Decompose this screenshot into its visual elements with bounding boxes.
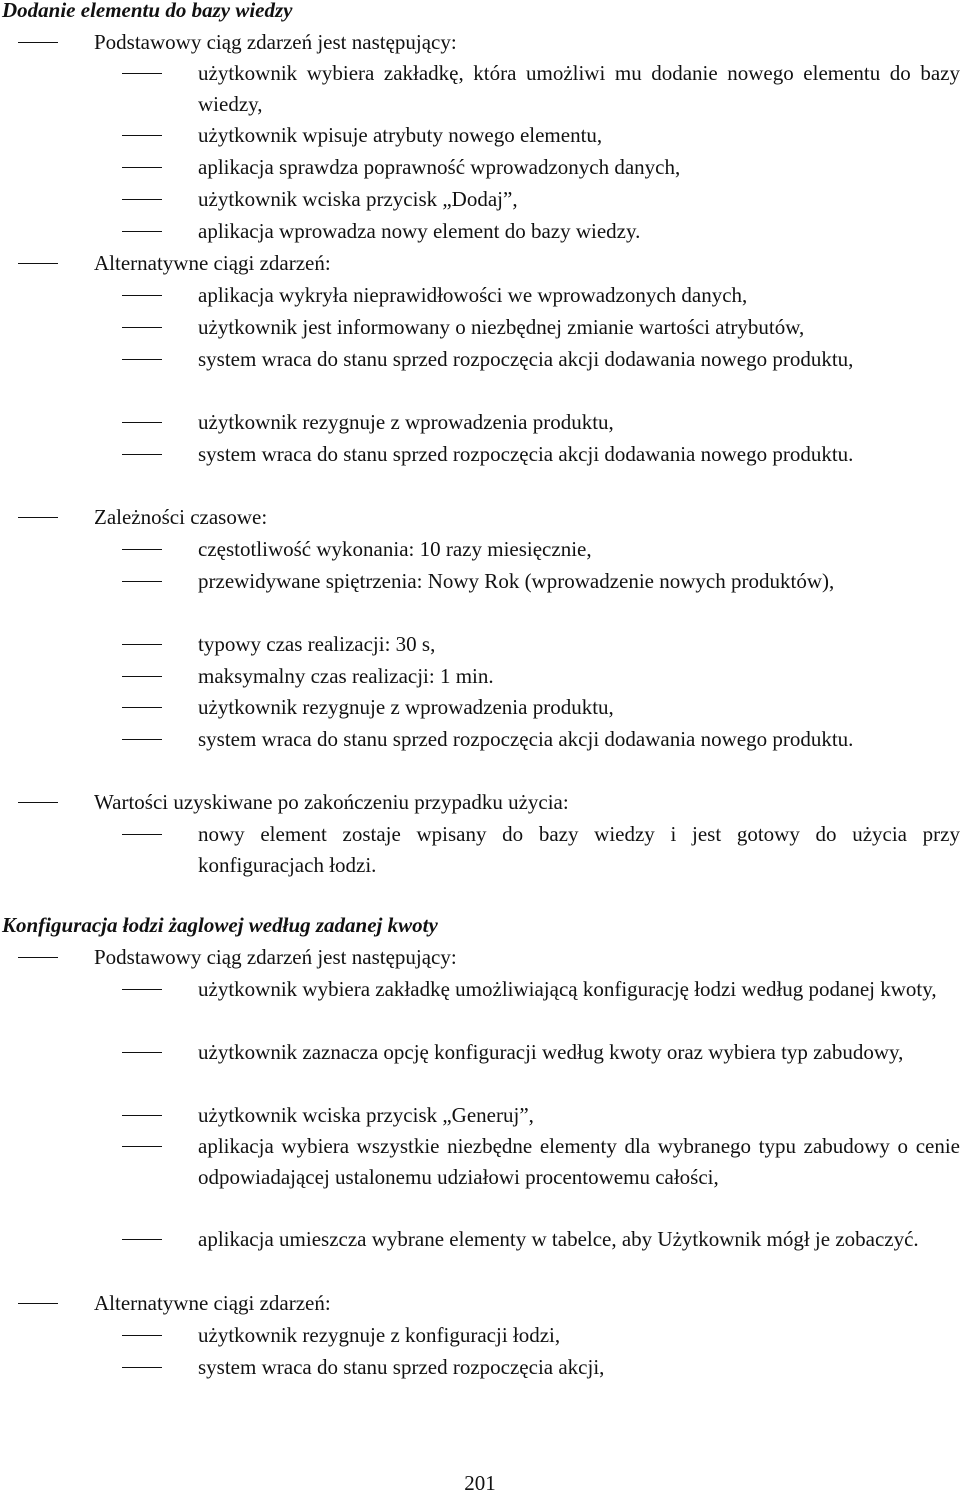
list-item: użytkownik wybiera zakładkę umożliwiającą konfigurację łodzi według podanej kwoty, [198,974,960,1005]
list-item: użytkownik rezygnuje z wprowadzenia produktu, [198,692,960,723]
list-item: aplikacja wprowadza nowy element do bazy wiedzy. [198,216,960,247]
group-label: Alternatywne ciągi zdarzeń: [94,248,960,279]
section-title-dodanie-elementu: Dodanie elementu do bazy wiedzy [2,0,293,22]
list-item: maksymalny czas realizacji: 1 min. [198,661,960,692]
list-item: przewidywane spiętrzenia: Nowy Rok (wprowadzenie nowych produktów), [198,566,960,597]
dash-bullet [122,422,162,423]
list-item: nowy element zostaje wpisany do bazy wiedzy i jest gotowy do użycia przy konfiguracjach łodzi. [198,819,960,881]
dash-bullet [18,1303,58,1304]
list-item: aplikacja wykryła nieprawidłowości we wprowadzonych danych, [198,280,960,311]
list-item: użytkownik wpisuje atrybuty nowego elementu, [198,120,960,151]
dash-bullet [122,454,162,455]
dash-bullet [122,834,162,835]
list-item: częstotliwość wykonania: 10 razy miesięcznie, [198,534,960,565]
dash-bullet [122,1146,162,1147]
dash-bullet [122,644,162,645]
dash-bullet [122,135,162,136]
dash-bullet [122,167,162,168]
page-number: 201 [464,1471,496,1495]
dash-bullet [122,1367,162,1368]
dash-bullet [122,581,162,582]
dash-bullet [122,327,162,328]
list-item: system wraca do stanu sprzed rozpoczęcia akcji dodawania nowego produktu. [198,724,960,755]
group-label: Zależności czasowe: [94,502,960,533]
dash-bullet [122,989,162,990]
dash-bullet [18,957,58,958]
dash-bullet [18,263,58,264]
list-item: typowy czas realizacji: 30 s, [198,629,960,660]
dash-bullet [18,517,58,518]
dash-bullet [122,676,162,677]
dash-bullet [122,359,162,360]
group-label: Alternatywne ciągi zdarzeń: [94,1288,960,1319]
dash-bullet [122,231,162,232]
list-item: system wraca do stanu sprzed rozpoczęcia akcji dodawania nowego produktu, [198,344,960,375]
dash-bullet [18,802,58,803]
list-item: użytkownik wciska przycisk „Dodaj”, [198,184,960,215]
dash-bullet [18,42,58,43]
list-item: użytkownik zaznacza opcję konfiguracji według kwoty oraz wybiera typ zabudowy, [198,1037,960,1068]
list-item: użytkownik rezygnuje z wprowadzenia produktu, [198,407,960,438]
dash-bullet [122,739,162,740]
dash-bullet [122,73,162,74]
dash-bullet [122,1239,162,1240]
dash-bullet [122,295,162,296]
dash-bullet [122,1115,162,1116]
list-item: aplikacja sprawdza poprawność wprowadzonych danych, [198,152,960,183]
list-item: użytkownik wciska przycisk „Generuj”, [198,1100,960,1131]
list-item: użytkownik jest informowany o niezbędnej zmianie wartości atrybutów, [198,312,960,343]
list-item: użytkownik rezygnuje z konfiguracji łodzi, [198,1320,960,1351]
dash-bullet [122,1052,162,1053]
dash-bullet [122,1335,162,1336]
list-item: system wraca do stanu sprzed rozpoczęcia akcji dodawania nowego produktu. [198,439,960,470]
group-label: Podstawowy ciąg zdarzeń jest następujący: [94,942,960,973]
list-item: aplikacja umieszcza wybrane elementy w tabelce, aby Użytkownik mógł je zobaczyć. [198,1224,960,1255]
group-label: Wartości uzyskiwane po zakończeniu przypadku użycia: [94,787,960,818]
dash-bullet [122,549,162,550]
group-label: Podstawowy ciąg zdarzeń jest następujący: [94,27,960,58]
dash-bullet [122,707,162,708]
list-item: system wraca do stanu sprzed rozpoczęcia akcji, [198,1352,960,1383]
list-item: użytkownik wybiera zakładkę, która umożliwi mu dodanie nowego elementu do bazy wiedzy, [198,58,960,120]
section-title-konfiguracja-lodzi: Konfiguracja łodzi żaglowej według zadanej kwoty [2,913,438,937]
list-item: aplikacja wybiera wszystkie niezbędne elementy dla wybranego typu zabudowy o cenie odpowiadającej ustalonemu udziałowi procentowemu całości, [198,1131,960,1193]
dash-bullet [122,199,162,200]
